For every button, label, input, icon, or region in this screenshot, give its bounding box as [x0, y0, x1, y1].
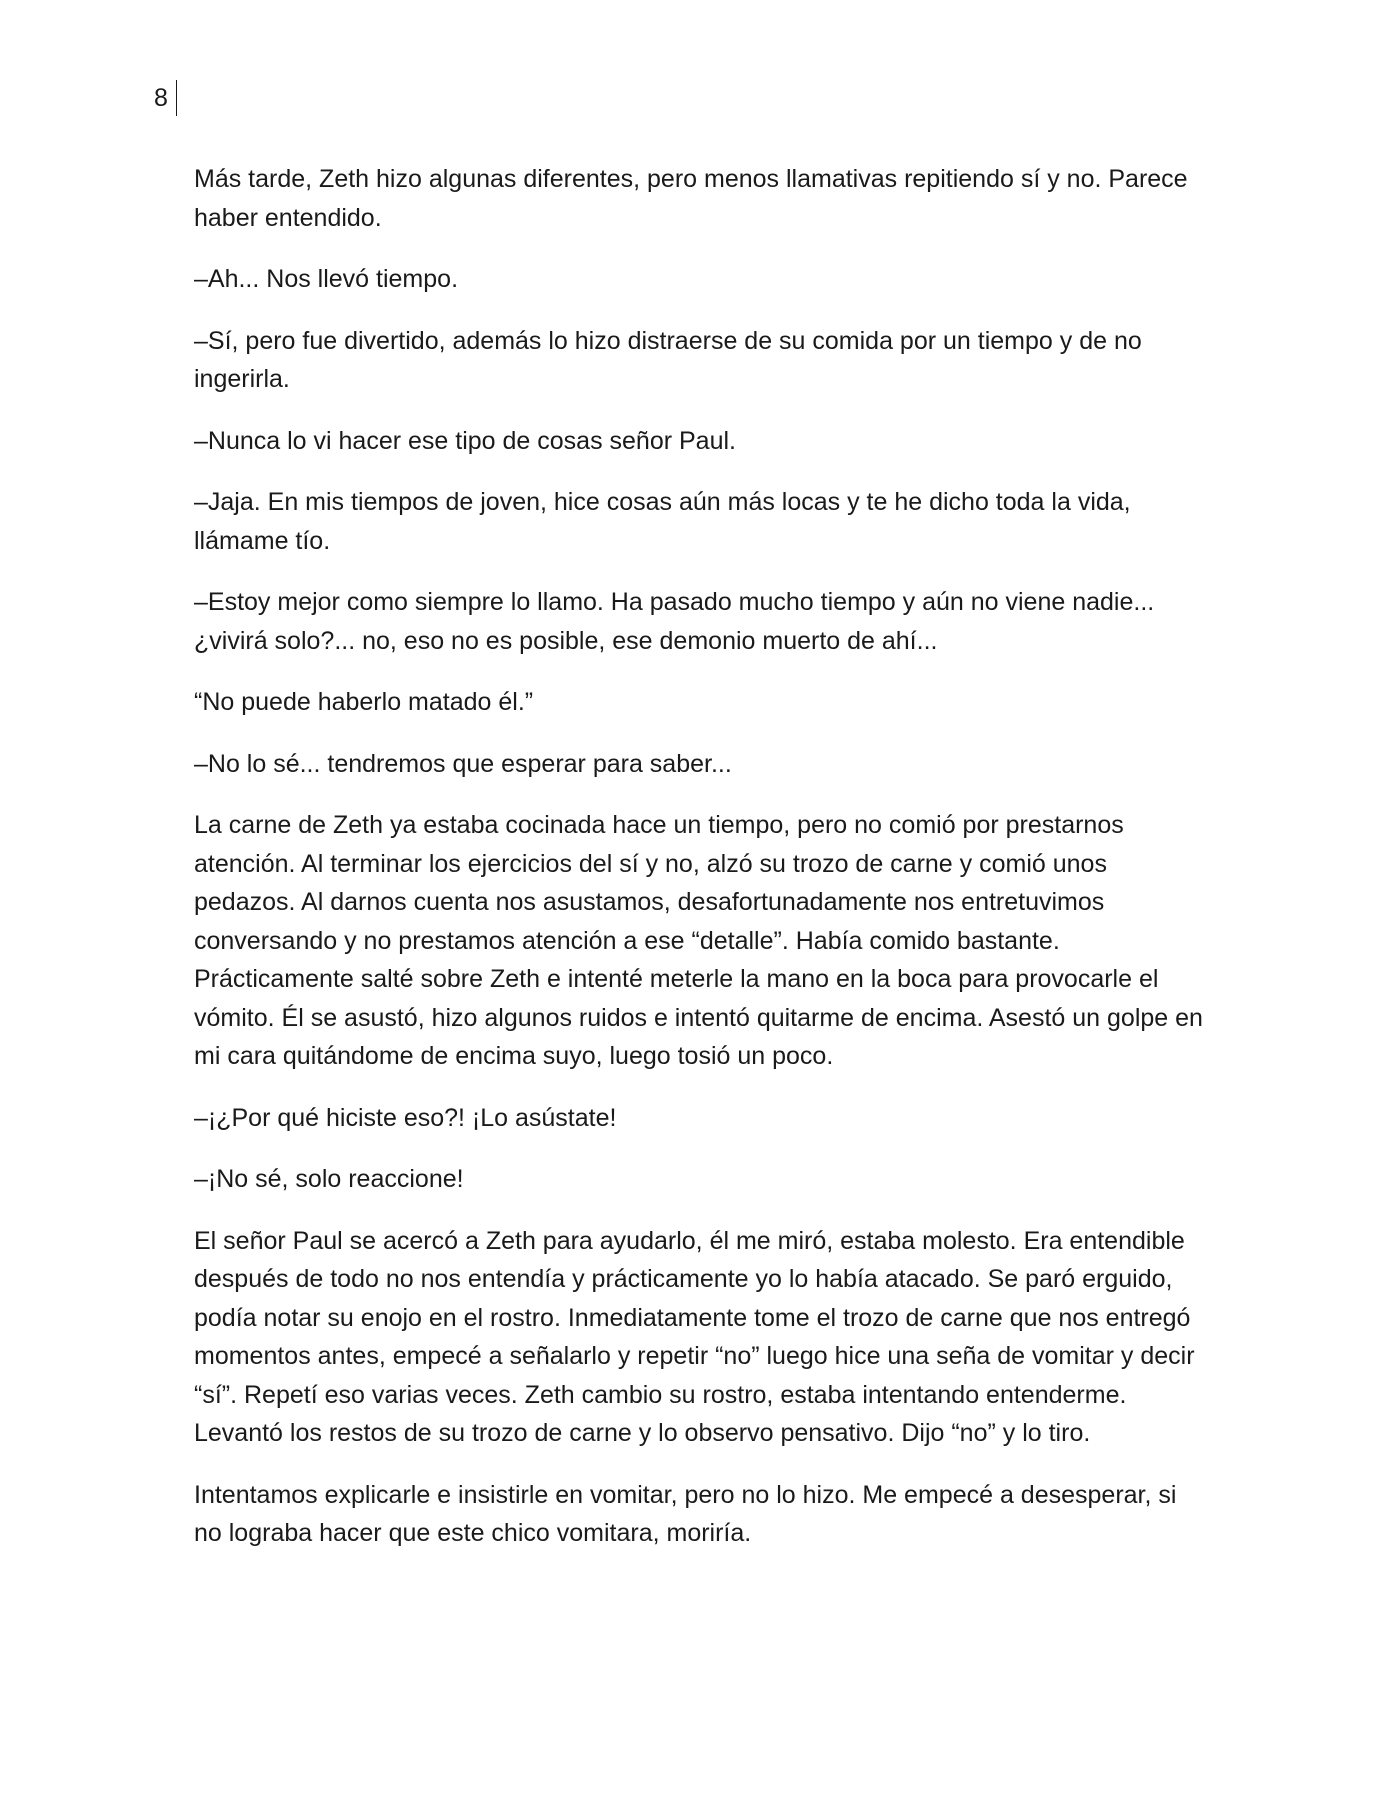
paragraph: –Jaja. En mis tiempos de joven, hice cosas aún más locas y te he dicho toda la vida, llámame tío. — [194, 488, 1131, 555]
page-body — [194, 160, 1204, 1576]
paragraph: –No lo sé... tendremos que esperar para saber... — [194, 749, 732, 778]
paragraph: –Sí, pero fue divertido, además lo hizo distraerse de su comida por un tiempo y de no ingerirla. — [194, 326, 1142, 393]
paragraph: La carne de Zeth ya estaba cocinada hace un tiempo, pero no comió por prestarnos atención. Al terminar los ejercicios del sí y no, alzó su trozo de carne y comió unos pedazos. Al darnos cuenta nos asustamos, desafortunadamente nos entretuvimos conversando y no prestamos atención a ese “detalle”. Había comido bastante. Prácticamente salté sobre Zeth e intenté meterle la mano en la boca para provocarle el vómito. Él se asustó, hizo algunos ruidos e intentó quitarme de encima. Asestó un golpe en mi cara quitándome de encima suyo, luego tosió un poco. — [194, 811, 1203, 1070]
paragraph: “No puede haberlo matado él.” — [194, 688, 534, 716]
paragraph: –Ah... Nos llevó tiempo. — [194, 265, 459, 293]
paragraph: –Nunca lo vi hacer ese tipo de cosas señor Paul. — [194, 426, 736, 455]
page-number: 8 — [154, 84, 168, 112]
paragraph: Intentamos explicarle e insistirle en vomitar, pero no lo hizo. Me empecé a desesperar, si no lograba hacer que este chico vomitara, moriría. — [194, 1480, 1177, 1547]
paragraph: –Estoy mejor como siempre lo llamo. Ha pasado mucho tiempo y aún no viene nadie... ¿vivirá solo?... no, eso no es posible, ese demonio muerto de ahí... — [194, 588, 1155, 655]
paragraph: Más tarde, Zeth hizo algunas diferentes, pero menos llamativas repitiendo sí y no. Parece haber entendido. — [194, 165, 1188, 232]
paragraph: El señor Paul se acercó a Zeth para ayudarlo, él me miró, estaba molesto. Era entendible después de todo no nos entendía y prácticamente yo lo había atacado. Se paró erguido, podía notar su enojo en el rostro. Inmediatamente tome el trozo de carne que nos entregó momentos antes, empecé a señalarlo y repetir “no” luego hice una seña de vomitar y decir “sí”. Repetí eso varias veces. Zeth cambio su rostro, estaba intentando entenderme. Levantó los restos de su trozo de carne y lo observo pensativo. Dijo “no” y lo tiro. — [194, 1226, 1195, 1447]
paragraph: –¡¿Por qué hiciste eso?! ¡Lo asústate! — [194, 1103, 617, 1132]
paragraph: –¡No sé, solo reaccione! — [194, 1165, 464, 1193]
header-divider — [176, 80, 178, 116]
page-header — [154, 80, 177, 116]
